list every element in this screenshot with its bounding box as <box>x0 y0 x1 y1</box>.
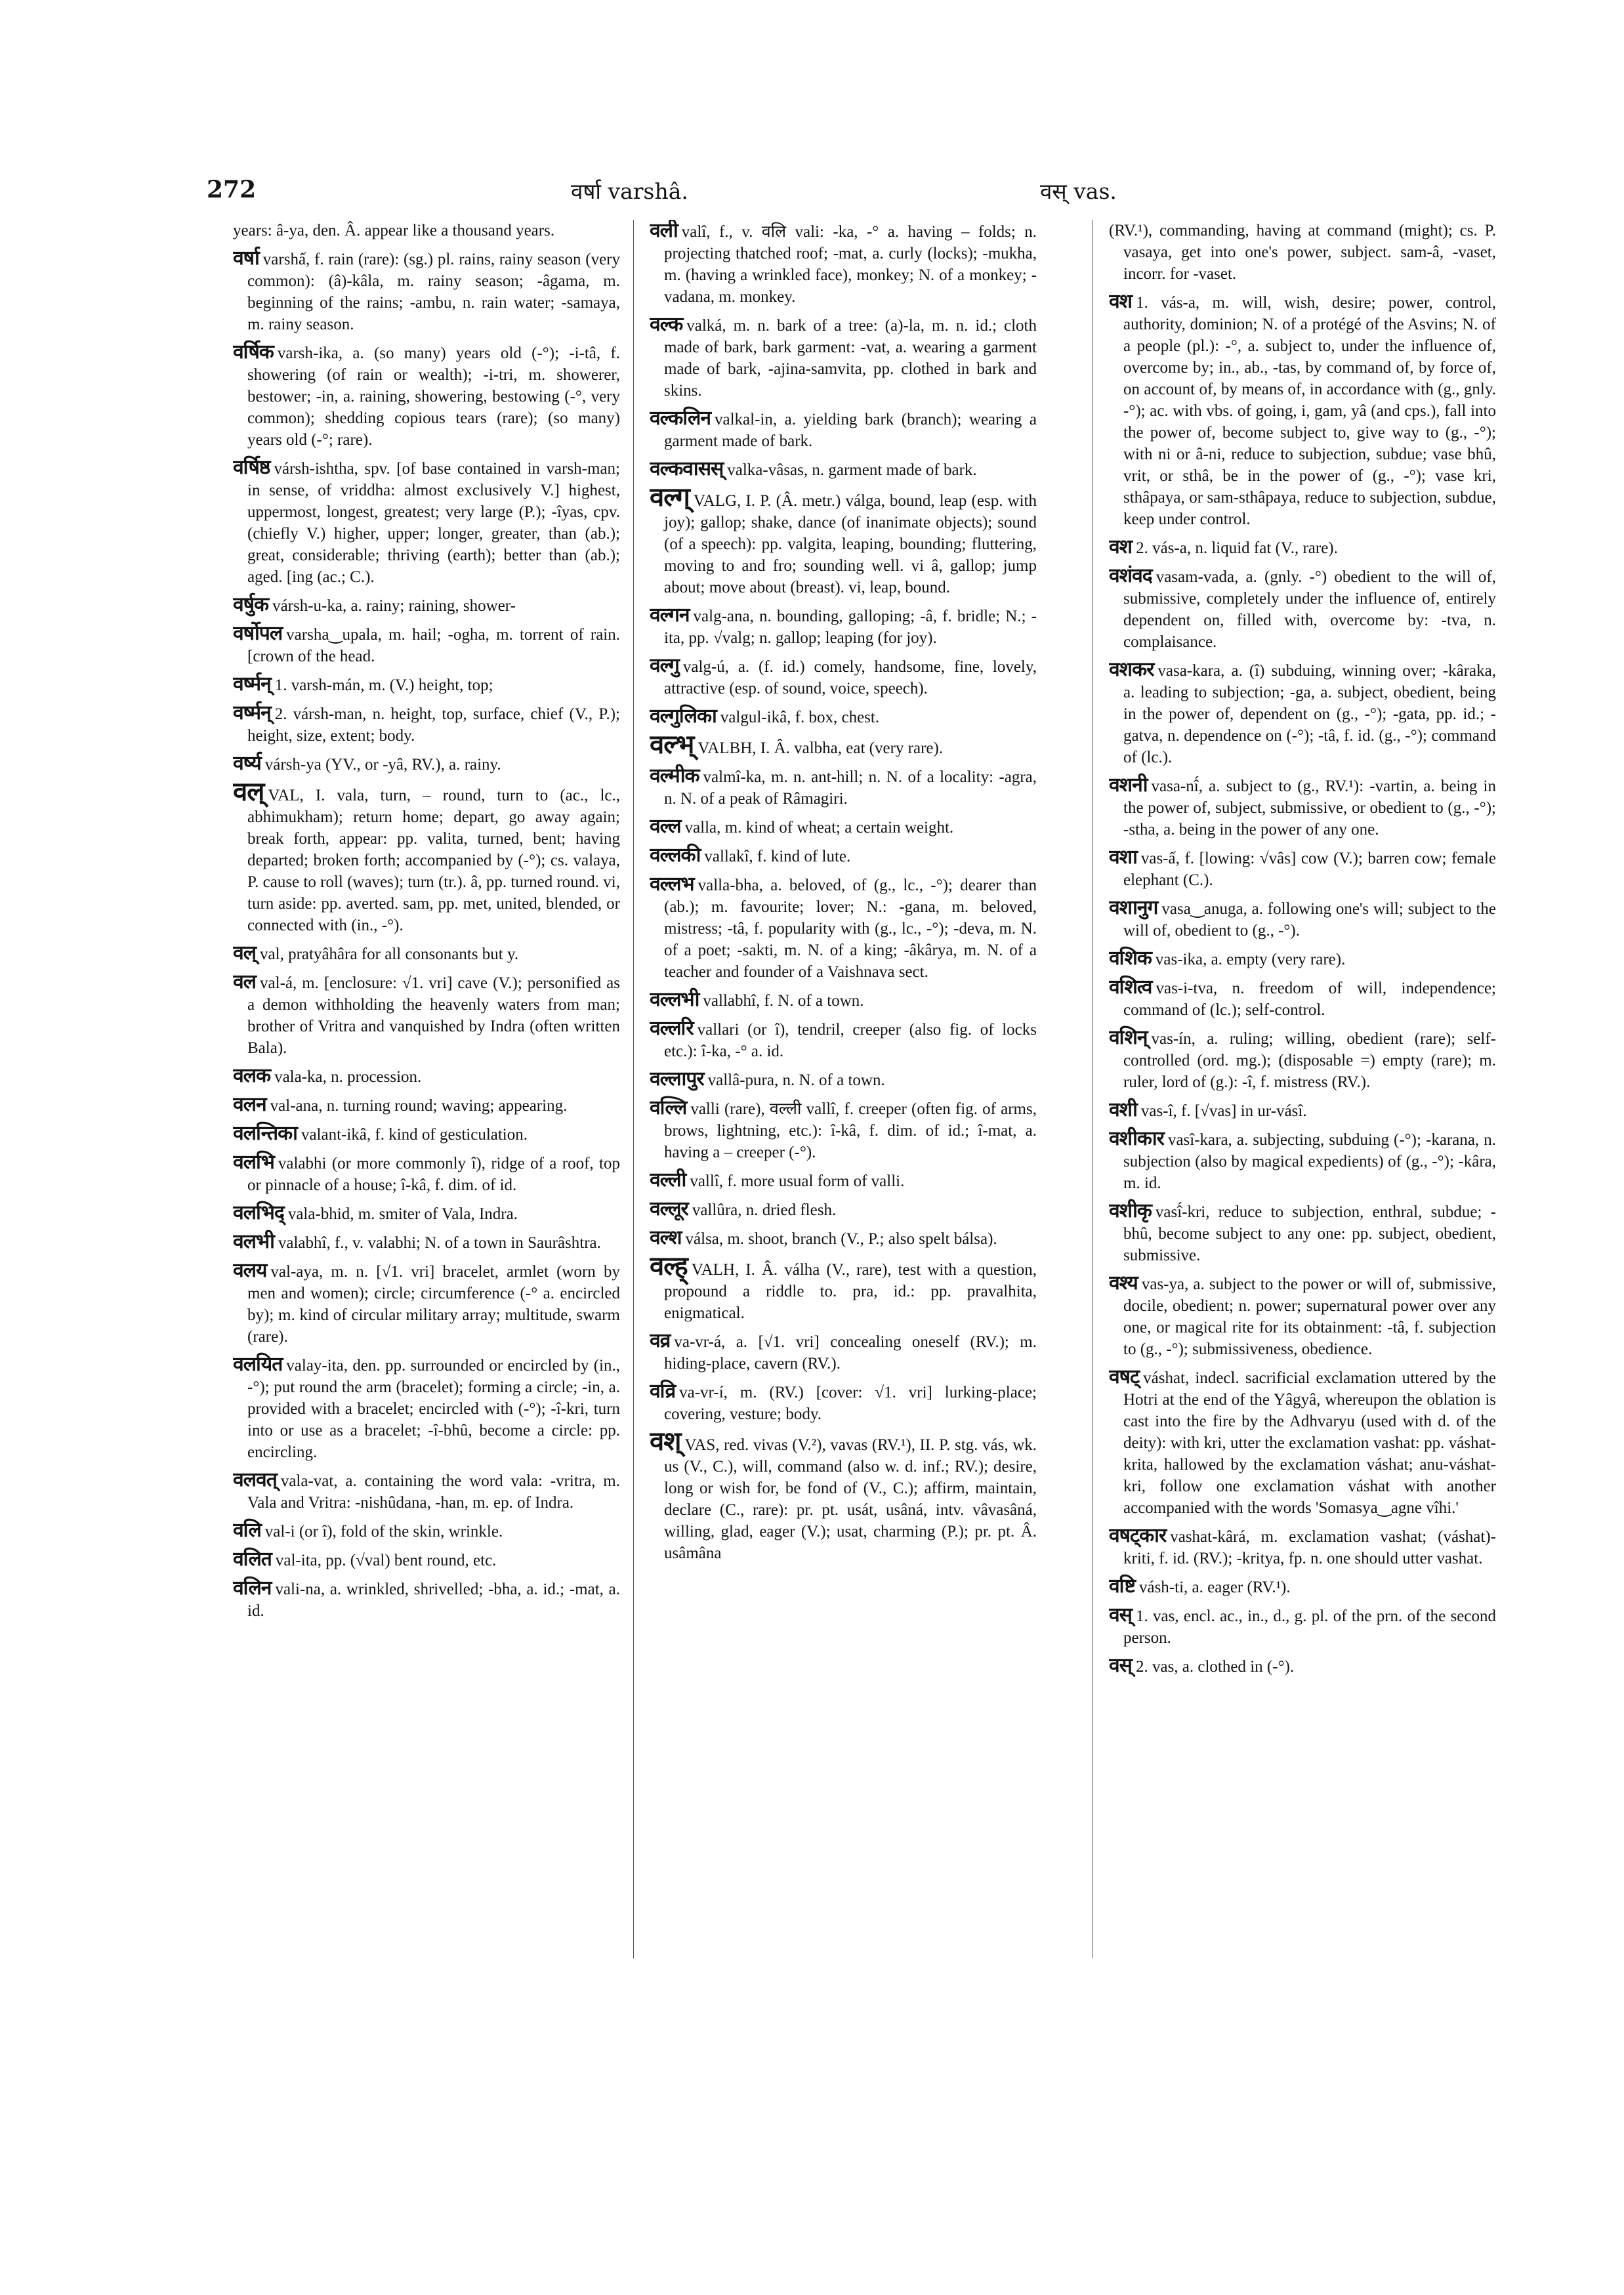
entry-definition: 2. vás-a, n. liquid fat (V., rare). <box>1136 539 1338 557</box>
dictionary-entry <box>233 1231 620 1254</box>
entry-definition: vasa-nî́, a. subject to (g., RV.¹): -vartin, a. being in the power of, subject, submissive, or obedient to (g., -°); -stha, a. being in the power of any one. <box>1123 777 1496 838</box>
dictionary-entry <box>233 702 620 747</box>
entry-headword: वलवत् <box>233 1468 277 1491</box>
entry-definition: val-ita, pp. (√val) bent round, etc. <box>275 1552 497 1569</box>
entry-definition: vallâ-pura, n. N. of a town. <box>707 1071 885 1089</box>
dictionary-entry <box>650 1330 1037 1375</box>
entry-headword: वल्लि <box>650 1096 687 1119</box>
dictionary-entry <box>233 1520 620 1542</box>
dictionary-entry <box>650 604 1037 649</box>
dictionary-entry <box>233 1094 620 1117</box>
dictionary-entry <box>1109 1027 1496 1093</box>
column-3 <box>1109 220 1496 2155</box>
dictionary-entry <box>1109 291 1496 530</box>
entry-definition: vashat-kârá, m. exclamation vashat; (váshat)-kriti, f. id. (RV.); -kritya, fp. n. one should utter vashat. <box>1123 1528 1496 1567</box>
dictionary-entry <box>1109 565 1496 653</box>
column-divider <box>633 220 634 1958</box>
entry-definition: 1. vas, encl. ac., in., d., g. pl. of the prn. of the second person. <box>1123 1607 1496 1647</box>
entry-headword: वल्लकी <box>650 844 701 867</box>
entry-definition: valkal-in, a. yielding bark (branch); wearing a garment made of bark. <box>664 411 1037 450</box>
entry-definition: vallari (or î), tendril, creeper (also fig. of locks etc.): î-ka, -° a. id. <box>664 1021 1037 1060</box>
entry-definition: valay-ita, den. pp. surrounded or encircled by (in., -°); put round the arm (bracelet); forming a circle; -in, a. provided with a bracelet; encircled with (-°); -î-kri, turn into or use as a bracelet; -î-bhû, become a circle: pp. encircling. <box>247 1357 620 1461</box>
entry-headword: वल्ग् <box>650 482 690 512</box>
dictionary-entry <box>233 777 620 936</box>
entry-definition: 2. vas, a. clothed in (-°). <box>1135 1658 1295 1676</box>
dictionary-entry <box>233 247 620 335</box>
page-number: 272 <box>207 176 257 203</box>
dictionary-entry <box>650 407 1037 452</box>
entry-headword: वश्य <box>1109 1272 1138 1294</box>
dictionary-entry <box>650 220 1037 308</box>
dictionary-entry <box>650 1380 1037 1425</box>
entry-headword: वश् <box>650 1426 681 1457</box>
entry-headword: वष्टि <box>1109 1575 1135 1598</box>
dictionary-entry <box>1109 1272 1496 1360</box>
dictionary-entry <box>1109 220 1496 285</box>
entry-headword: वर्ष्मन् <box>233 672 271 695</box>
dictionary-entry <box>1109 1366 1496 1519</box>
entry-definition: vala-vat, a. containing the word vala: -vritra, m. Vala and Vritra: -nishûdana, -han, m. ep. of Indra. <box>247 1472 620 1512</box>
entry-headword: वलयित <box>233 1353 283 1376</box>
entry-headword: वली <box>650 220 678 242</box>
left-guide-word: वर्षा varshâ. <box>571 178 688 204</box>
entry-definition: vársh-ishtha, spv. [of base contained in varsh-man; in sense, of vriddha: almost exclusively V.] highest, uppermost, longest, greatest; very large (P.); -îyas, cpv. (chiefly V.) higher, upper; longer, greater, than (ab.); great, considerable; thriving (earth); better than (ab.); aged. [ing (ac.; C.). <box>247 460 620 586</box>
dictionary-entry <box>650 1251 1037 1324</box>
dictionary-entry <box>1109 536 1496 559</box>
entry-definition: varsh-ika, a. (so many) years old (-°); -i-tâ, f. showering (of rain or wealth); -i-tri, m. showerer, bestower; -in, a. raining, showering, bestowing (-°, very common); shedding copious tears (rare); (so many) years old (-°; rare). <box>247 344 620 449</box>
entry-headword: वल्गन <box>650 604 690 627</box>
entry-definition: (RV.¹), commanding, having at command (might); cs. P. vasaya, get into one's power, subject. sam-â, -vaset, incorr. for -vaset. <box>1109 222 1496 283</box>
entry-definition: vasa‿anuga, a. following one's will; subject to the will of, obedient to (g., -°). <box>1123 900 1496 940</box>
entry-definition: va-vr-á, a. [√1. vri] concealing oneself (RV.); m. hiding-place, cavern (RV.). <box>664 1333 1037 1373</box>
entry-definition: valla-bha, a. beloved, of (g., lc., -°); dearer than (ab.); m. favourite; lover; N.: -gana, m. beloved, mistress; -tâ, f. popularity with (g., lc., -°); -deva, m. N. of a poet; -sakti, m. N. of a king; -âkârya, m. N. of a teacher and founder of a Vaishnava sect. <box>664 877 1037 981</box>
entry-headword: वलि <box>233 1519 261 1542</box>
entry-headword: वशीकार <box>1109 1127 1164 1150</box>
entry-headword: वल्लरि <box>650 1017 694 1040</box>
entry-definition: vasam-vada, a. (gnly. -°) obedient to the will of, submissive, completely under the influence of, entirely dependent on, filled with, overcome by: -tva, n. complaisance. <box>1123 568 1496 651</box>
entry-definition: vasî́-kri, reduce to subjection, enthral, subdue; -bhû, become subject to any one: pp. subject, obedient, submissive. <box>1123 1203 1496 1264</box>
entry-definition: val, pratyâhâra for all consonants but y. <box>260 945 519 963</box>
entry-headword: वशकर <box>1109 658 1154 681</box>
dictionary-entry <box>650 482 1037 598</box>
entry-headword: वलन्तिका <box>233 1122 297 1145</box>
entry-headword: वल् <box>233 941 257 964</box>
entry-headword: वशनी <box>1109 774 1148 796</box>
dictionary-entry <box>650 314 1037 402</box>
entry-headword: वल्कवासस् <box>650 457 724 480</box>
entry-definition: VALH, I. Â. válha (V., rare), test with a question, propound a riddle to. pra, id.: pp. pravalhita, enigmatical. <box>664 1261 1037 1322</box>
entry-headword: वल्श <box>650 1226 682 1249</box>
entry-definition: valli (rare), वल्ली vallî, f. creeper (often fig. of arms, brows, lightning, etc.): î-kâ, f. dim. of id.; î-mat, a. having a – creeper (-°). <box>664 1100 1037 1161</box>
entry-headword: वशंवद <box>1109 564 1152 587</box>
entry-headword: वर्षा <box>233 247 259 270</box>
entry-headword: वलय <box>233 1259 267 1282</box>
dictionary-entry <box>233 1202 620 1225</box>
entry-headword: वल्गुलिका <box>650 705 717 728</box>
entry-definition: vársh-u-ka, a. rainy; raining, shower- <box>272 597 516 615</box>
entry-headword: वश <box>1109 290 1133 313</box>
dictionary-entry <box>1109 1604 1496 1649</box>
dictionary-entry <box>650 730 1037 760</box>
entry-definition: valla, m. kind of wheat; a certain weight. <box>684 819 954 837</box>
dictionary-entry <box>1109 1575 1496 1598</box>
entry-definition: valgul-ikâ, f. box, chest. <box>720 709 880 726</box>
entry-definition: valant-ikâ, f. kind of gesticulation. <box>301 1126 528 1144</box>
dictionary-entry <box>650 1198 1037 1221</box>
entry-headword: वषट् <box>1109 1365 1140 1388</box>
entry-definition: years: â-ya, den. Â. appear like a thousand years. <box>233 222 555 239</box>
dictionary-entry <box>1109 897 1496 941</box>
dictionary-entry <box>233 1469 620 1514</box>
dictionary-entry <box>233 1577 620 1622</box>
entry-definition: VALG, I. P. (Â. metr.) válga, bound, leap (esp. with joy); gallop; shake, dance (of inanimate objects); sound (of a speech): pp. valgita, leaping, bounding; fluttering, moving to and fro; sounding well. vi â, gallop; jump about; move about (breast). vi, leap, bound. <box>664 492 1037 596</box>
entry-definition: valg-ana, n. bounding, galloping; -â, f. bridle; N.; -ita, pp. √valg; n. gallop; leaping (for joy). <box>664 608 1037 647</box>
entry-definition: valka-vâsas, n. garment made of bark. <box>727 461 977 479</box>
dictionary-entry <box>650 1426 1037 1564</box>
entry-definition: VAL, I. vala, turn, – round, turn to (ac., lc., abhimukham); return home; depart, go away again; break forth, appear: pp. valita, turned, bent; having departed; broken forth; accompanied by (-°); cs. valaya, P. cause to roll (waves); turn (tr.). â, pp. turned round. vi, turn aside: pp. averted. sam, pp. met, united, blended, or connected with (in., -°). <box>247 787 620 934</box>
entry-headword: वलभी <box>233 1230 274 1253</box>
entry-headword: वल्लापुर <box>650 1067 704 1090</box>
entry-headword: वलिन <box>233 1577 272 1600</box>
entry-headword: वल्लूर <box>650 1197 688 1220</box>
dictionary-entry <box>650 765 1037 810</box>
entry-definition: varsha‿upala, m. hail; -ogha, m. torrent of rain. [crown of the head. <box>247 626 620 665</box>
entry-headword: वस् <box>1109 1603 1132 1626</box>
entry-definition: vas-î, f. [√vas] in ur-vásî. <box>1140 1102 1307 1120</box>
column-2 <box>650 220 1037 2155</box>
entry-headword: वल्ल <box>650 815 681 838</box>
dictionary-entry <box>233 623 620 667</box>
dictionary-entry <box>233 1548 620 1571</box>
entry-definition: val-ana, n. turning round; waving; appearing. <box>270 1097 568 1115</box>
entry-definition: vallabhî, f. N. of a town. <box>703 992 864 1010</box>
entry-headword: वश <box>1109 535 1133 558</box>
dictionary-entry <box>650 1169 1037 1192</box>
dictionary-entry <box>1109 659 1496 768</box>
dictionary-entry <box>233 1123 620 1146</box>
entry-definition: vas-ín, a. ruling; willing, obedient (rare); self-controlled (ord. mg.); (disposable =) empty (rare); m. ruler, lord of (g.): -î, f. mistress (RV.). <box>1123 1030 1496 1091</box>
entry-headword: वशिक <box>1109 947 1152 970</box>
entry-headword: वल्ली <box>650 1168 686 1191</box>
entry-definition: vas-i-tva, n. freedom of will, independence; command of (lc.); self-control. <box>1123 980 1496 1019</box>
entry-headword: वर्ष्मन् <box>233 701 271 724</box>
dictionary-entry <box>650 705 1037 728</box>
entry-headword: वल् <box>233 777 264 807</box>
dictionary-entry <box>1109 1200 1496 1266</box>
entry-definition: val-i (or î), fold of the skin, wrinkle. <box>264 1523 503 1540</box>
entry-headword: वर्षोपल <box>233 622 283 645</box>
dictionary-entry <box>650 873 1037 983</box>
entry-headword: वल <box>233 970 257 993</box>
dictionary-entry <box>1109 774 1496 840</box>
entry-headword: वलभि <box>233 1151 274 1174</box>
dictionary-entry <box>233 942 620 965</box>
entry-definition: vas-ấ, f. [lowing: √vâs] cow (V.); barren cow; female elephant (C.). <box>1123 850 1496 889</box>
entry-definition: 2. vársh-man, n. height, top, surface, chief (V., P.); height, size, extent; body. <box>247 705 620 745</box>
dictionary-entry <box>233 220 620 241</box>
dictionary-entry <box>1109 947 1496 970</box>
entry-definition: vala-bhid, m. smiter of Vala, Indra. <box>287 1205 518 1223</box>
entry-headword: वल्लभी <box>650 988 699 1011</box>
dictionary-entry <box>233 594 620 617</box>
entry-definition: vala-ka, n. procession. <box>274 1068 422 1086</box>
right-guide-word: वस् vas. <box>1040 178 1117 204</box>
entry-definition: vásh-ti, a. eager (RV.¹). <box>1138 1579 1291 1596</box>
dictionary-entry <box>650 1227 1037 1250</box>
entry-definition: vallî, f. more usual form of valli. <box>690 1172 905 1190</box>
dictionary-entry <box>233 1260 620 1348</box>
entry-headword: वल्कलिन <box>650 407 711 430</box>
dictionary-entry <box>1109 846 1496 891</box>
entry-definition: vasî-kara, a. subjecting, subduing (-°); -karana, n. subjection (also by magical expedients) of (g., -°); -kâra, m. id. <box>1123 1131 1496 1192</box>
dictionary-entry <box>233 1354 620 1463</box>
entry-headword: वल्गु <box>650 654 679 677</box>
entry-headword: वशित्व <box>1109 976 1152 999</box>
dictionary-entry <box>1109 1099 1496 1122</box>
entry-definition: valabhi (or more commonly î), ridge of a roof, top or pinnacle of a house; î-kâ, f. dim. of id. <box>247 1155 620 1194</box>
entry-definition: vasa-kara, a. (î) subduing, winning over; -kâraka, a. leading to subjection; -ga, a. subject, obedient, being in the power of, dependent on (g., -°); -gata, pp. id.; -gatva, n. dependence on (-°); -tâ, f. id. (g., -°); command of (lc.). <box>1123 662 1496 766</box>
dictionary-entry <box>1109 1525 1496 1569</box>
entry-headword: वल्क <box>650 313 683 336</box>
entry-definition: vas-ika, a. empty (very rare). <box>1155 951 1346 968</box>
dictionary-entry <box>233 673 620 696</box>
entry-definition: valg-ú, a. (f. id.) comely, handsome, fine, lovely, attractive (esp. of sound, voice, speech). <box>664 658 1037 697</box>
running-head <box>207 176 1440 215</box>
dictionary-entry <box>650 458 1037 481</box>
entry-definition: VAS, red. vivas (V.²), vavas (RV.¹), II. P. stg. vás, wk. us (V., C.), will, command (also w. d. inf.; RV.); desire, long or wish for, be fond of (V., C.); affirm, maintain, declare (C., rare): pr. pt. usát, usâná, intv. vâvasâná, willing, glad, eager (V.); usat, charming (P.); pr. pt. Â. usâmâna <box>664 1436 1037 1562</box>
entry-headword: वर्ष्य <box>233 752 261 775</box>
entry-headword: वर्षिष्ठ <box>233 456 270 479</box>
entry-definition: vali-na, a. wrinkled, shrivelled; -bha, a. id.; -mat, a. id. <box>247 1581 620 1620</box>
entry-definition: válsa, m. shoot, branch (V., P.; also spelt bálsa). <box>685 1230 997 1248</box>
dictionary-entry <box>233 1065 620 1088</box>
entry-definition: varshấ, f. rain (rare): (sg.) pl. rains, rainy season (very common): (â)-kâla, m. rainy season; -âgama, m. beginning of the rains; -ambu, n. rain water; -samaya, m. rainy season. <box>247 251 620 333</box>
dictionary-entry <box>1109 1128 1496 1194</box>
entry-headword: वलन <box>233 1093 266 1116</box>
dictionary-entry <box>650 1018 1037 1062</box>
entry-headword: वलभिद् <box>233 1201 284 1224</box>
dictionary-entry <box>233 341 620 451</box>
entry-headword: वल्मीक <box>650 764 699 787</box>
entry-definition: vas-ya, a. subject to the power or will of, submissive, docile, obedient; n. power; supernatural power over any one, or magical rite for its obtainment: -tâ, f. subjection to (g., -°); submissiveness, obedience. <box>1123 1275 1496 1358</box>
entry-definition: 1. vás-a, m. will, wish, desire; power, control, authority, dominion; N. of a protégé of the Asvins; N. of a people (pl.): -°, a. subject to, under the influence of, overcome by; in., ab., -tas, by command of, by force of, on account of, by means of, in accordance with (g., gnly. -°); ac. with vbs. of going, i, gam, yâ (and cps.), fall into the power of, become subject to, give way to (g., -°); with ni or â-ni, reduce to subjection, subdue; vase bhû, vrit, or sthâ, be in the power of (g., -°); vase kri, sthâpaya, or sam-sthâpaya, reduce to subjection, subdue, keep under control. <box>1123 294 1496 528</box>
entry-headword: वल्भ् <box>650 730 694 760</box>
dictionary-entry <box>233 1151 620 1196</box>
dictionary-entry <box>650 844 1037 867</box>
entry-headword: वशा <box>1109 846 1137 869</box>
entry-headword: वर्षुक <box>233 593 269 616</box>
entry-headword: वव्र <box>650 1329 671 1352</box>
entry-definition: vallûra, n. dried flesh. <box>692 1201 837 1219</box>
entry-headword: वस् <box>1109 1654 1132 1677</box>
column-1 <box>233 220 620 2155</box>
dictionary-entry <box>1109 1655 1496 1678</box>
entry-headword: वव्रि <box>650 1380 676 1403</box>
dictionary-entry <box>1109 976 1496 1021</box>
entry-headword: वलित <box>233 1548 272 1571</box>
entry-headword: वल्ह् <box>650 1251 688 1281</box>
entry-headword: वशिन् <box>1109 1026 1148 1049</box>
entry-definition: valká, m. n. bark of a tree: (a)-la, m. n. id.; cloth made of bark, bark garment: -vat, a. wearing a garment made of bark, -ajina-samvita, pp. clothed in bark and skins. <box>664 317 1037 400</box>
entry-headword: वशानुग <box>1109 896 1158 919</box>
dictionary-entry <box>233 457 620 588</box>
dictionary-entry <box>233 971 620 1059</box>
entry-definition: váshat, indecl. sacrificial exclamation uttered by the Hotri at the end of the Yâgyâ, whereupon the oblation is cast into the fire by the Adhvaryu (used with d. of the deity): with kri, utter the exclamation vashat: pp. váshat-krita, hallowed by the exclamation váshat; anu-váshat-kri, follow one exclamation váshat with another accompanied with the words 'Somasya‿agne vîhi.' <box>1123 1369 1496 1517</box>
dictionary-entry <box>233 753 620 775</box>
entry-definition: valî, f., v. वलि vali: -ka, -° a. having – folds; n. projecting thatched roof; -mat, a. curly (locks); -mukha, m. (having a wrinkled face), monkey; N. of a monkey; -vadana, m. monkey. <box>664 223 1037 306</box>
entry-definition: val-á, m. [enclosure: √1. vri] cave (V.); personified as a demon withholding the heavenly waters from man; brother of Vritra and vanquished by Indra (often written Bala). <box>247 974 620 1057</box>
entry-definition: VALBH, I. Â. valbha, eat (very rare). <box>697 739 944 757</box>
entry-definition: val-aya, m. n. [√1. vri] bracelet, armlet (worn by men and women); circle; circumference (-° a. encircled by); m. kind of circular military array; multitude, swarm (rare). <box>247 1263 620 1346</box>
entry-definition: valabhî, f., v. valabhi; N. of a town in Saurâshtra. <box>278 1234 601 1252</box>
dictionary-entry <box>650 816 1037 838</box>
entry-headword: वषट्कार <box>1109 1524 1167 1547</box>
entry-definition: valmî-ka, m. n. ant-hill; n. N. of a locality: -agra, n. N. of a peak of Râmagiri. <box>664 768 1037 808</box>
dictionary-entry <box>650 989 1037 1012</box>
dictionary-entry <box>650 655 1037 699</box>
entry-definition: 1. varsh-mán, m. (V.) height, top; <box>274 676 493 694</box>
dictionary-entry <box>650 1068 1037 1091</box>
entry-headword: वलक <box>233 1064 271 1087</box>
entry-headword: वर्षिक <box>233 341 274 363</box>
entry-definition: va-vr-í, m. (RV.) [cover: √1. vri] lurking-place; covering, vesture; body. <box>664 1384 1037 1423</box>
entry-headword: वल्लभ <box>650 873 694 896</box>
dictionary-entry <box>650 1097 1037 1163</box>
entry-definition: vársh-ya (YV., or -yâ, RV.), a. rainy. <box>264 756 501 774</box>
entry-definition: vallakî, f. kind of lute. <box>704 848 851 865</box>
entry-headword: वशीकृ <box>1109 1199 1152 1222</box>
entry-headword: वशी <box>1109 1098 1137 1121</box>
